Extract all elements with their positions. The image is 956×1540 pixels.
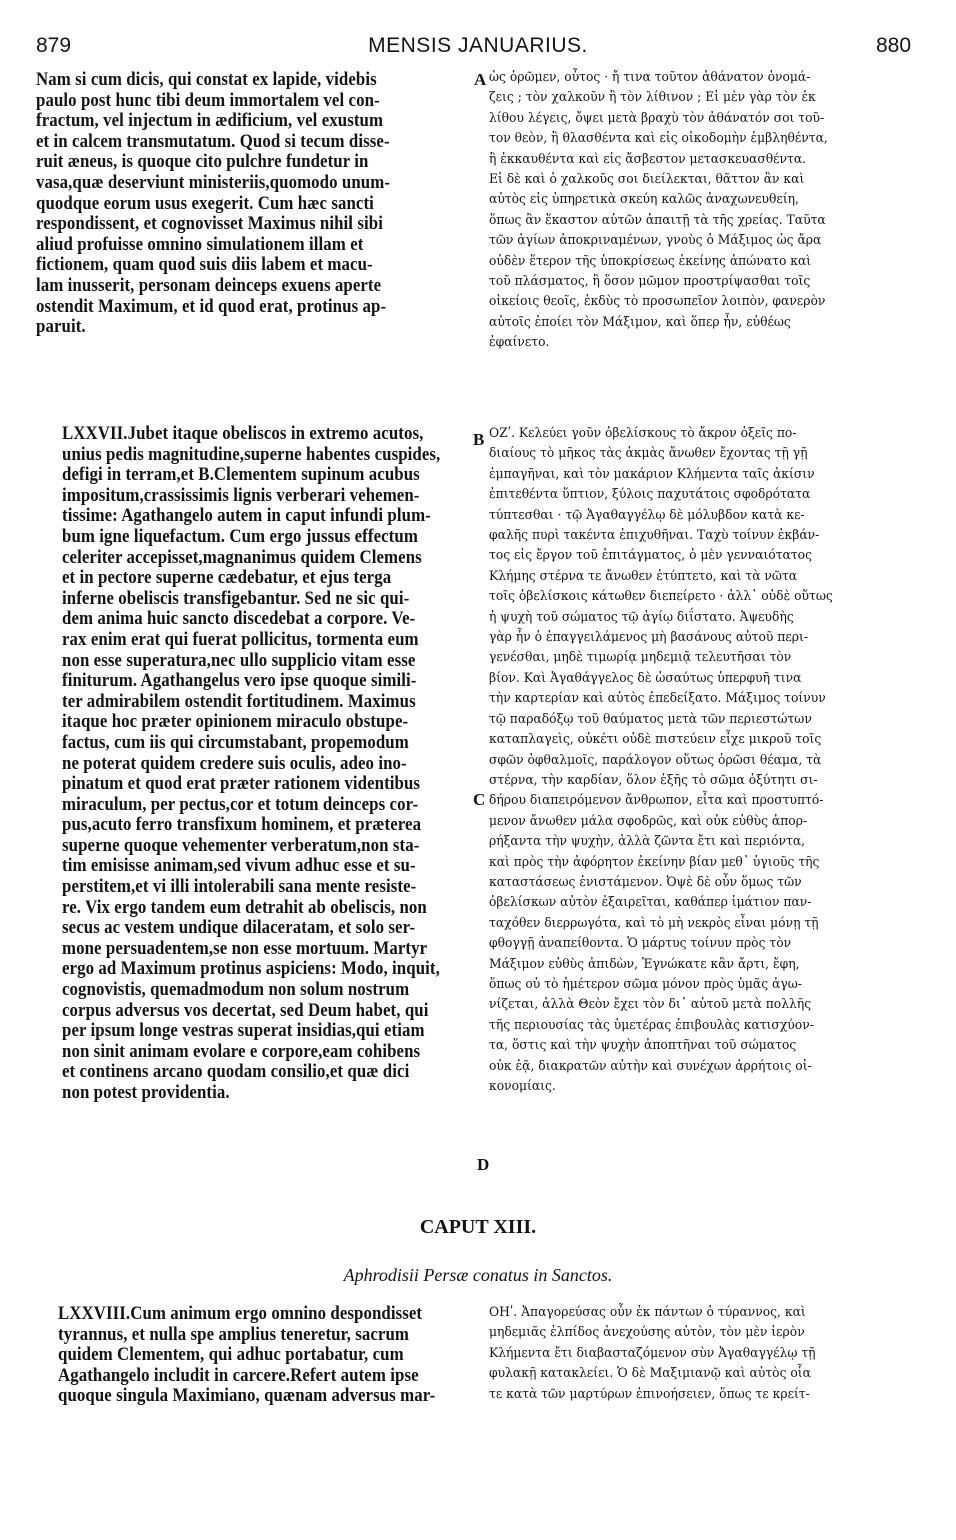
- chapter-heading: CAPUT XIII.: [419, 1216, 537, 1238]
- greek-column-section-2: ΟΖʹ. Κελεύει γοῦν ὀβελίσκους τὸ ἄκρον ὀξεῖς πο- διαίους τὸ μῆκος τὰς ἀκμὰς ἄνωθεν ἔχοντας τῇ γῇ ἐμπαγῆναι, καὶ τὸν μακάριον Κλήμεντα ταῖς ἀκίσιν ἐπιτεθέντα ὕπτιον, ξύλοις παχυτάτοις σφοδρότατα τύπτεσθαι · τῷ Ἀγαθαγγέλῳ δὲ μόλυβδον κατὰ κε- φαλῆς πυρὶ τακέντα ἐπιχυθῆναι. Ταχὺ τοίνυν ἐκβάν- τος εἰς ἔργον τοῦ ἐπιτάγματος, ὁ μὲν γενναιότατος Κλήμης στέρνα τε ἄνωθεν ἐτύπτετο, καὶ τὰ νῶτα τοῖς ὀβελίσκοις κάτωθεν διεπείρετο · ἀλλ᾽ οὐδὲ οὕτως ἡ ψυχὴ τοῦ σώματος τῷ ἁγίῳ διΐστατο. Ἀψευδὴς γὰρ ἦν ὁ ἐπαγγειλάμενος μὴ βασάνους αὐτοῦ περι- γενέσθαι, μηδὲ τιμωρίᾳ μηδεμιᾷ τελευτῆσαι τὸν βίον. Καὶ Ἀγαθάγγελος δὲ ὡσαύτως ὑπερφυῆ τινα τὴν καρτερίαν καὶ αὐτὸς ἐπεδείξατο. Μάξιμος τοίνυν τῷ παραδόξῳ τοῦ θαύματος μετὰ τῶν περιεστώτων καταπλαγεὶς, οὐκέτι οὐδὲ πιστεύειν εἶχε μικροῦ τοῖς σφῶν ὀφθαλμοῖς, παράλογον οὕτως ὁρῶσι θέαμα, τὰ στέρνα, τὴν καρδίαν, ὅλον ἑξῆς τὸ σῶμα ὀξύτητι σι- δήρου διαπειρόμενον ἄνθρωπον, εἶτα καὶ προστυπτό- μενον ἄνωθεν μάλα σφοδρῶς, καὶ οὐκ εὐθὺς ἀπορ- ρήξαντα τὴν ψυχὴν, ἀλλὰ ζῶντα ἔτι καὶ περιόντα, καὶ πρὸς τὴν ἀφόρητον ἐκείνην βίαν μεθ᾽ ὑγιοῦς τῆς καταστάσεως ἐνιστάμενον. Ὀψὲ δὲ οὖν ὅμως τῶν ὀβελίσκων αὐτὸν ἐξαιρεῖται, καθάπερ ἱμάτιον παν- ταχόθεν διερρωγότα, καὶ τὸ μὴ νεκρὸς εἶναι μόνῃ τῇ φθογγῇ ἀναπείθοντα. Ὁ μάρτυς τοίνυν πρὸς τὸν Μάξιμον εὐθὺς ἀπιδὼν, Ἐγνώκατε κἂν ἄρτι, ἔφη, ὅπως οὐ τὸ ἡμέτερον σῶμα μόνον πρὸς ὑμᾶς ἀγω- νίζεται, ἀλλὰ Θεὸν ἔχει τὸν δι᾽ αὐτοῦ μετὰ πολλῆς τῆς περιουσίας τὰς ὑμετέρας ἐπιβουλὰς κατισχύον- τα, ὅστις καὶ τὴν ψυχὴν ἀποπτῆναι τοῦ σώματος οὐκ ἐᾷ, διακρατῶν αὐτὴν καὶ συνέχων ἀρρήτοις οἰ- κονομίαις.: [489, 426, 833, 1094]
- greek-column-section-3: ΟΗʹ. Ἀπαγορεύσας οὖν ἐκ πάντων ὁ τύραννος, καὶ μηδεμιᾶς ἐλπίδος ἀνεχούσης αὐτὸν, τὸν μὲν ἱερὸν Κλήμεντα ἔτι διαβασταζόμενον σὺν Ἀγαθαγγέλῳ τῇ φυλακῇ κατακλείει. Ὁ δὲ Μαξιμιανῷ καὶ αὐτὸς οἷα τε κατὰ τῶν μαρτύρων ἐπινοήσειεν, ὅπως τε κρείτ-: [489, 1305, 816, 1402]
- latin-column-section-2: LXXVII.Jubet itaque obeliscos in extremo acutos, unius pedis magnitudine,superne habentes cuspides, defigi in terram,et B.Clementem supinum acubus impositum,crassissimis lignis verberari vehemen- tissime: Agathangelo autem in caput infundi plum- bum igne liquefactum. Cum ergo jussus effectum celeriter accepisset,magnanimus quidem Clemens et in pectore superne cædebatur, et ejus terga inferne obeliscis transfigebantur. Sed ne sic qui- dem anima huic sancto discedebat a corpore. Ve- rax enim erat qui fuerat pollicitus, tormenta eum non esse superatura,nec ullo supplicio vitam esse finiturum. Agathangelus vero ipse quoque simili- ter admirabilem ostendit fortitudinem. Maximus itaque hoc præter opinionem miraculo obstupe- factus, cum iis qui circumstabant, propemodum ne poterat quidem credere suis oculis, adeo ino- pinatum et quod erat præter rationem videntibus miraculum, per pectus,cor et totum deinceps cor- pus,acuto ferro transfixum hominem, et præterea superne quoque vehementer verberatum,non sta- tim emisisse animam,sed vivum adhuc esse et su- perstitem,et vi illi intolerabili sana mente resiste- re. Vix ergo tandem eum detrahit ab obeliscis, non secus ac vestem undique dilaceratam, et solo ser- mone persuadentem,se non esse mortuum. Martyr ergo ad Maximum protinus aspiciens: Modo, inquit, cognovistis, quemadmodum non solum nostrum corpus adversus vos decertat, sed Deum habet, qui per ipsum longe vestras superat insidias,qui etiam non sinit animam evolare e corpore,eam cohibens et continens arcano quodam consilio,et quæ dici non potest providentia.: [62, 424, 441, 1103]
- right-page-number: 880: [876, 34, 912, 57]
- chapter-subtitle: Aphrodisii Persæ conatus in Sanctos.: [343, 1265, 613, 1285]
- margin-letter-a: A: [474, 70, 487, 89]
- latin-column-section-3: LXXVIII.Cum animum ergo omnino despondisset tyrannus, et nulla spe amplius teneretur, sacrum quidem Clementem, qui adhuc portabatur, cum Agathangelo includit in carcere.Refert autem ipse quoque singula Maximiano, quænam adversus mar-: [58, 1304, 436, 1407]
- running-title: MENSIS JANUARIUS.: [368, 34, 588, 57]
- greek-column-section-1: ὡς ὁρῶμεν, οὗτος · ἤ τινα τοῦτον ἀθάνατον ὀνομά- ζεις ; τὸν χαλκοῦν ἢ τὸν λίθινον ; Εἰ μὲν γὰρ τὸν ἐκ λίθου λέγεις, ὄψει μετὰ βραχὺ τὸν ἀθάνατόν σοι τοῦ- τον θεὸν, ἢ θλασθέντα καὶ εἰς οἰκοδομὴν ἐμβληθέντα, ἢ ἐκκαυθέντα καὶ εἰς ἄσβεστον μετασκευασθέντα. Εἰ δὲ καὶ ὁ χαλκοῦς σοι διείλεκται, θᾶττον ἂν καὶ αὐτὸς εἰς ὑπηρετικὰ σκεύη καλῶς ἀναχωνευθείη, ὅπως ἂν ἕκαστον αὐτῶν ἀπαιτῇ τὰ τῆς χρείας. Ταῦτα τῶν ἁγίων ἀποκριναμένων, γνοὺς ὁ Μάξιμος ὡς ἄρα οὐδὲν ἕτερον τῆς ὑποκρίσεως ἐκείνης ἀπώνατο καὶ τοῦ πλάσματος, ἢ ὅσον μῶμον προστρίψασθαι τοῖς οἰκείοις θεοῖς, ἐκδὺς τὸ προσωπεῖον λοιπὸν, φανερὸν αὐτοῖς ἐποίει τὸν Μάξιμον, καὶ ὅπερ ἦν, εὐθέως ἐφαίνετο.: [489, 70, 828, 351]
- latin-column-section-1: Nam si cum dicis, qui constat ex lapide, videbis paulo post hunc tibi deum immortalem vel con- fractum, vel injectum in ædificium, vel exustum et in calcem transmutatum. Quod si tecum disse- ruit æneus, is quoque cito pulchre fundetur in vasa,quæ deserviunt ministeriis,quomodo unum- quodque eorum usus exegerit. Cum hæc sancti respondissent, et cognovisset Maximus nihil sibi aliud profuisse omnino simulationem illam et fictionem, quam quod suis diis labem et macu- lam inusserit, personam deinceps exuens aperte ostendit Maximum, et id quod erat, protinus ap- paruit.: [36, 70, 391, 338]
- margin-letter-b: B: [473, 430, 485, 449]
- left-page-number: 879: [36, 34, 72, 57]
- margin-letter-c: C: [473, 790, 486, 809]
- margin-letter-d: D: [477, 1155, 490, 1174]
